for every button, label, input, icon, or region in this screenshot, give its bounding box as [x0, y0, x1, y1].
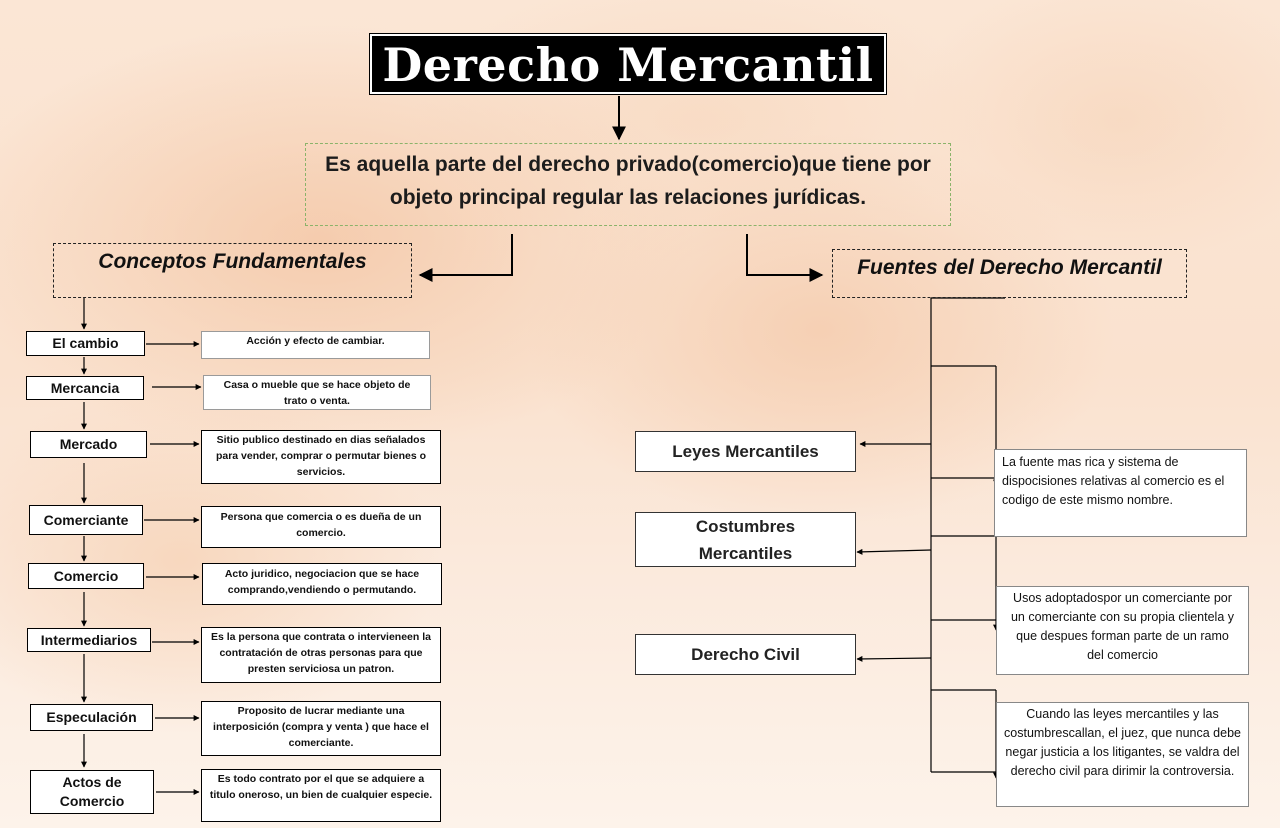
- source-costumbres-mercantiles: Costumbres Mercantiles: [635, 512, 856, 567]
- description-mercancia: Casa o mueble que se hace objeto de trato o venta.: [203, 375, 431, 410]
- concept-el-cambio: El cambio: [26, 331, 145, 356]
- source-derecho-civil: Derecho Civil: [635, 634, 856, 675]
- note-derecho-civil: Cuando las leyes mercantiles y las costumbrescallan, el juez, que nunca debe negar justicia a los litigantes, se valdra del derecho civil para dirimir la controversia.: [996, 702, 1249, 807]
- description-comerciante: Persona que comercia o es dueña de un comercio.: [201, 506, 441, 548]
- description-mercado: Sitio publico destinado en dias señalados para vender, comprar o permutar bienes o servicios.: [201, 430, 441, 484]
- description-el-cambio: Acción y efecto de cambiar.: [201, 331, 430, 359]
- arrow-definition-conceptos: [420, 234, 512, 275]
- definition-box: Es aquella parte del derecho privado(comercio)que tiene por objeto principal regular las relaciones jurídicas.: [305, 143, 951, 226]
- description-intermediarios: Es la persona que contrata o intervieneen la contratación de otras personas para que presten serviciosa un patron.: [201, 627, 441, 683]
- page-title: Derecho Mercantil: [370, 34, 886, 94]
- concept-actos-de-comercio: Actos de Comercio: [30, 770, 154, 814]
- source-leyes-mercantiles: Leyes Mercantiles: [635, 431, 856, 472]
- conceptos-fundamentales-header: Conceptos Fundamentales: [53, 243, 412, 298]
- concept-mercado: Mercado: [30, 431, 147, 458]
- description-comercio: Acto juridico, negociacion que se hace comprando,vendiendo o permutando.: [202, 563, 442, 605]
- concept-mercancia: Mercancia: [26, 376, 144, 400]
- description-actos-de-comercio: Es todo contrato por el que se adquiere a titulo oneroso, un bien de cualquier especie.: [201, 769, 441, 822]
- concept-comercio: Comercio: [28, 563, 144, 589]
- arrow-definition-fuentes: [747, 234, 822, 275]
- concept-comerciante: Comerciante: [29, 505, 143, 535]
- fuentes-derecho-mercantil-header: Fuentes del Derecho Mercantil: [832, 249, 1187, 298]
- note-costumbres-mercantiles: Usos adoptadospor un comerciante por un comerciante con su propia clientela y que despues forman parte de un ramo del comercio: [996, 586, 1249, 675]
- concept-especulacion: Especulación: [30, 704, 153, 731]
- concept-intermediarios: Intermediarios: [27, 628, 151, 652]
- description-especulacion: Proposito de lucrar mediante una interposición (compra y venta ) que hace el comerciante.: [201, 701, 441, 756]
- note-leyes-mercantiles: La fuente mas rica y sistema de dispocisiones relativas al comercio es el codigo de este mismo nombre.: [994, 449, 1247, 537]
